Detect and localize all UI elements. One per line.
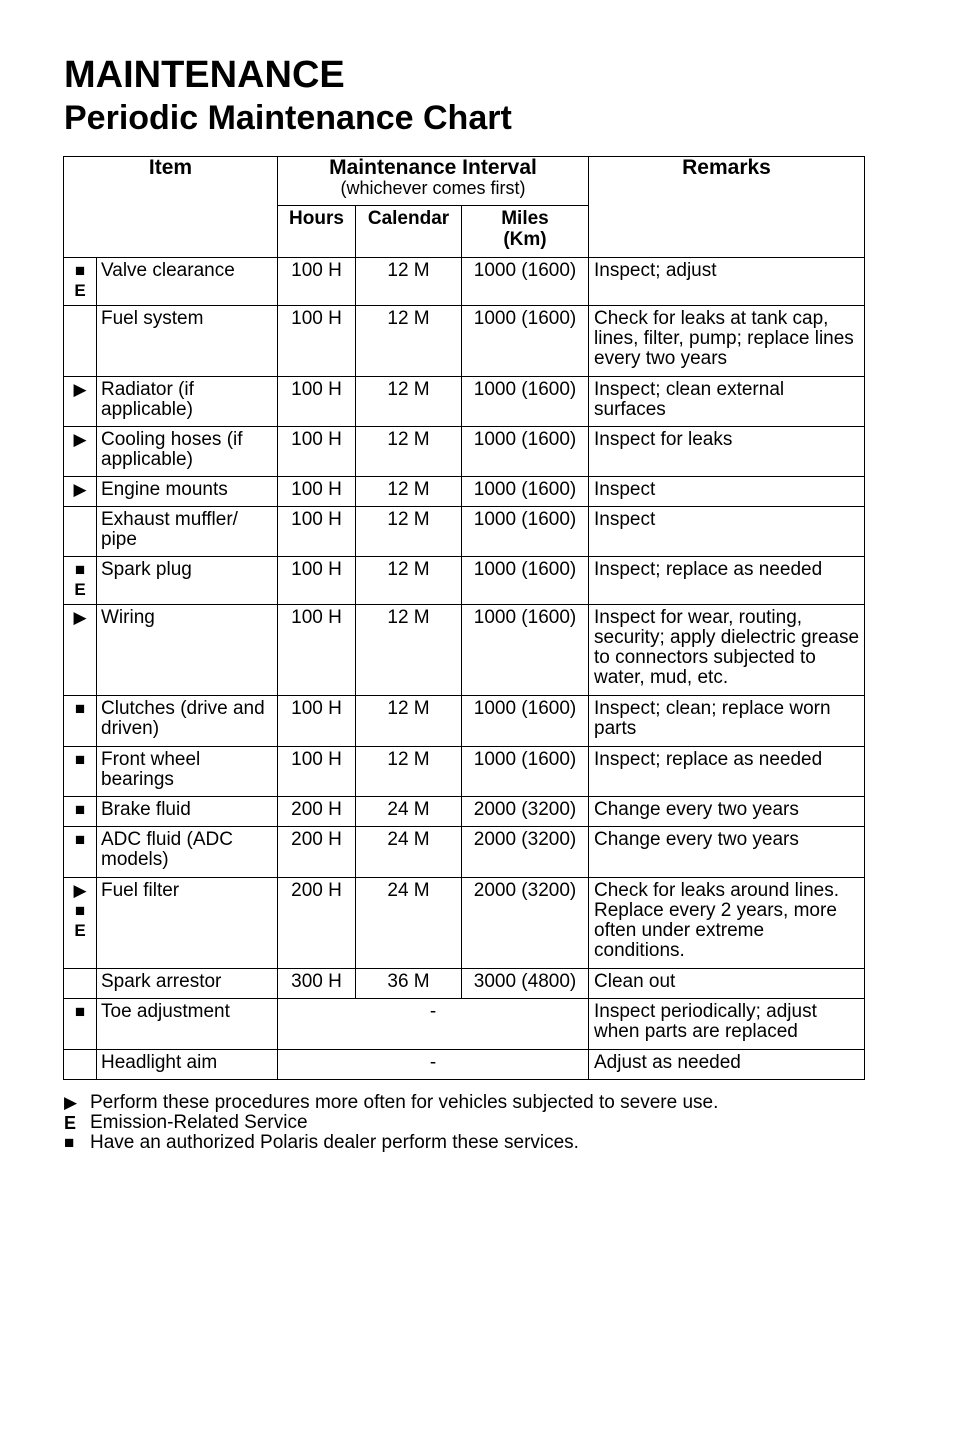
hours-cell: 100 H [278,557,356,605]
hours-cell: 200 H [278,797,356,827]
row-markers [64,999,97,1050]
item-cell: Front wheel bearings [97,747,278,797]
header-hours: Hours [278,206,356,258]
calendar-cell: 12 M [356,507,462,557]
header-miles-label: Miles [501,208,549,229]
miles-cell: 2000 (3200) [462,797,589,827]
remarks-cell: Adjust as needed [589,1050,865,1080]
remarks-cell: Change every two years [589,827,865,878]
header-calendar: Calendar [356,206,462,258]
calendar-cell: 24 M [356,797,462,827]
table-body [64,258,865,1080]
calendar-cell: 12 M [356,427,462,477]
legend-row [64,1113,718,1133]
hours-cell: 100 H [278,477,356,507]
header-miles-unit: (Km) [503,229,547,250]
miles-cell: 2000 (3200) [462,878,589,969]
row-markers [64,747,97,797]
row-markers [64,969,97,999]
row-markers [64,377,97,427]
item-cell: ADC fluid (ADC models) [97,827,278,878]
row-markers [64,827,97,878]
dealer-service-icon: ■ [74,261,86,280]
item-cell: Exhaust muffler/ pipe [97,507,278,557]
miles-cell: 1000 (1600) [462,507,589,557]
item-cell: Fuel filter [97,878,278,969]
table-row [64,797,865,827]
legend-row [64,1093,718,1113]
row-markers [64,507,97,557]
hours-cell: 200 H [278,827,356,878]
dealer-service-icon: ■ [74,699,86,718]
dealer-service-icon: ■ [74,560,86,579]
item-cell: Brake fluid [97,797,278,827]
miles-cell: 1000 (1600) [462,747,589,797]
interval-cell: - [278,1050,589,1080]
table-row [64,306,865,377]
calendar-cell: 12 M [356,306,462,377]
severe-use-icon: ▶ [73,608,87,627]
legend-row [64,1133,718,1153]
table-row [64,999,865,1050]
miles-cell: 1000 (1600) [462,258,589,306]
header-miles [462,206,589,258]
hours-cell: 100 H [278,258,356,306]
item-cell: Toe adjustment [97,999,278,1050]
legend-text: Have an authorized Polaris dealer perform these services. [90,1132,579,1153]
remarks-cell: Change every two years [589,797,865,827]
legend [64,1093,718,1153]
table-row [64,1050,865,1080]
emission-icon: E [74,580,86,599]
page-subtitle: Periodic Maintenance Chart [64,99,512,137]
table-row [64,557,865,605]
remarks-cell: Inspect for wear, routing, security; apply dielectric grease to connectors subjected to water, mud, etc. [589,605,865,696]
hours-cell: 200 H [278,878,356,969]
item-cell: Clutches (drive and driven) [97,696,278,747]
emission-icon: E [74,921,86,940]
table-row [64,827,865,878]
hours-cell: 100 H [278,605,356,696]
hours-cell: 100 H [278,427,356,477]
item-cell: Spark plug [97,557,278,605]
calendar-cell: 24 M [356,878,462,969]
interval-cell: - [278,999,589,1050]
severe-use-icon: ▶ [73,380,87,399]
header-remarks: Remarks [589,157,865,258]
table-row [64,377,865,427]
miles-cell: 1000 (1600) [462,696,589,747]
item-cell: Cooling hoses (if applicable) [97,427,278,477]
calendar-cell: 36 M [356,969,462,999]
miles-cell: 1000 (1600) [462,377,589,427]
miles-cell: 1000 (1600) [462,605,589,696]
table-row [64,969,865,999]
table-row [64,427,865,477]
remarks-cell: Check for leaks around lines. Replace every 2 years, more often under extreme conditions. [589,878,865,969]
calendar-cell: 12 M [356,747,462,797]
miles-cell: 2000 (3200) [462,827,589,878]
hours-cell: 100 H [278,306,356,377]
dealer-service-icon: ■ [64,1133,75,1152]
row-markers [64,878,97,969]
dealer-service-icon: ■ [74,750,86,769]
miles-cell: 1000 (1600) [462,557,589,605]
severe-use-icon: ▶ [73,480,87,499]
page-title: MAINTENANCE [64,54,345,96]
legend-text: Perform these procedures more often for vehicles subjected to severe use. [90,1092,719,1113]
table-row [64,696,865,747]
item-cell: Radiator (if applicable) [97,377,278,427]
row-markers [64,258,97,306]
remarks-cell: Inspect [589,507,865,557]
header-interval [278,157,589,206]
emission-icon: E [74,281,86,300]
remarks-cell: Inspect; clean; replace worn parts [589,696,865,747]
table-row [64,878,865,969]
hours-cell: 100 H [278,696,356,747]
calendar-cell: 12 M [356,258,462,306]
table-row [64,477,865,507]
calendar-cell: 12 M [356,477,462,507]
remarks-cell: Inspect; adjust [589,258,865,306]
severe-use-icon: ▶ [64,1093,78,1112]
row-markers [64,1050,97,1080]
row-markers [64,696,97,747]
miles-cell: 3000 (4800) [462,969,589,999]
maintenance-table [63,156,865,1080]
hours-cell: 100 H [278,747,356,797]
miles-cell: 1000 (1600) [462,427,589,477]
severe-use-icon: ▶ [73,881,87,900]
item-cell: Spark arrestor [97,969,278,999]
row-markers [64,605,97,696]
item-cell: Valve clearance [97,258,278,306]
severe-use-icon: ▶ [73,430,87,449]
calendar-cell: 12 M [356,605,462,696]
remarks-cell: Inspect; clean external surfaces [589,377,865,427]
remarks-cell: Inspect; replace as needed [589,557,865,605]
row-markers [64,306,97,377]
remarks-cell: Inspect; replace as needed [589,747,865,797]
legend-text: Emission-Related Service [90,1112,308,1133]
table-row [64,258,865,306]
hours-cell: 100 H [278,377,356,427]
miles-cell: 1000 (1600) [462,477,589,507]
hours-cell: 100 H [278,507,356,557]
header-interval-label: Maintenance Interval [329,156,537,179]
table-row [64,747,865,797]
remarks-cell: Inspect periodically; adjust when parts are replaced [589,999,865,1050]
table-row [64,605,865,696]
remarks-cell: Inspect [589,477,865,507]
calendar-cell: 24 M [356,827,462,878]
item-cell: Fuel system [97,306,278,377]
item-cell: Wiring [97,605,278,696]
dealer-service-icon: ■ [74,901,86,920]
remarks-cell: Check for leaks at tank cap, lines, filter, pump; replace lines every two years [589,306,865,377]
calendar-cell: 12 M [356,557,462,605]
miles-cell: 1000 (1600) [462,306,589,377]
emission-icon: E [64,1113,77,1133]
table-row [64,507,865,557]
calendar-cell: 12 M [356,696,462,747]
row-markers [64,477,97,507]
dealer-service-icon: ■ [74,1002,86,1021]
item-cell: Headlight aim [97,1050,278,1080]
row-markers [64,427,97,477]
row-markers [64,797,97,827]
calendar-cell: 12 M [356,377,462,427]
hours-cell: 300 H [278,969,356,999]
header-interval-note: (whichever comes first) [340,178,526,198]
row-markers [64,557,97,605]
item-cell: Engine mounts [97,477,278,507]
dealer-service-icon: ■ [74,800,86,819]
dealer-service-icon: ■ [74,830,86,849]
remarks-cell: Inspect for leaks [589,427,865,477]
header-item: Item [64,157,278,258]
remarks-cell: Clean out [589,969,865,999]
